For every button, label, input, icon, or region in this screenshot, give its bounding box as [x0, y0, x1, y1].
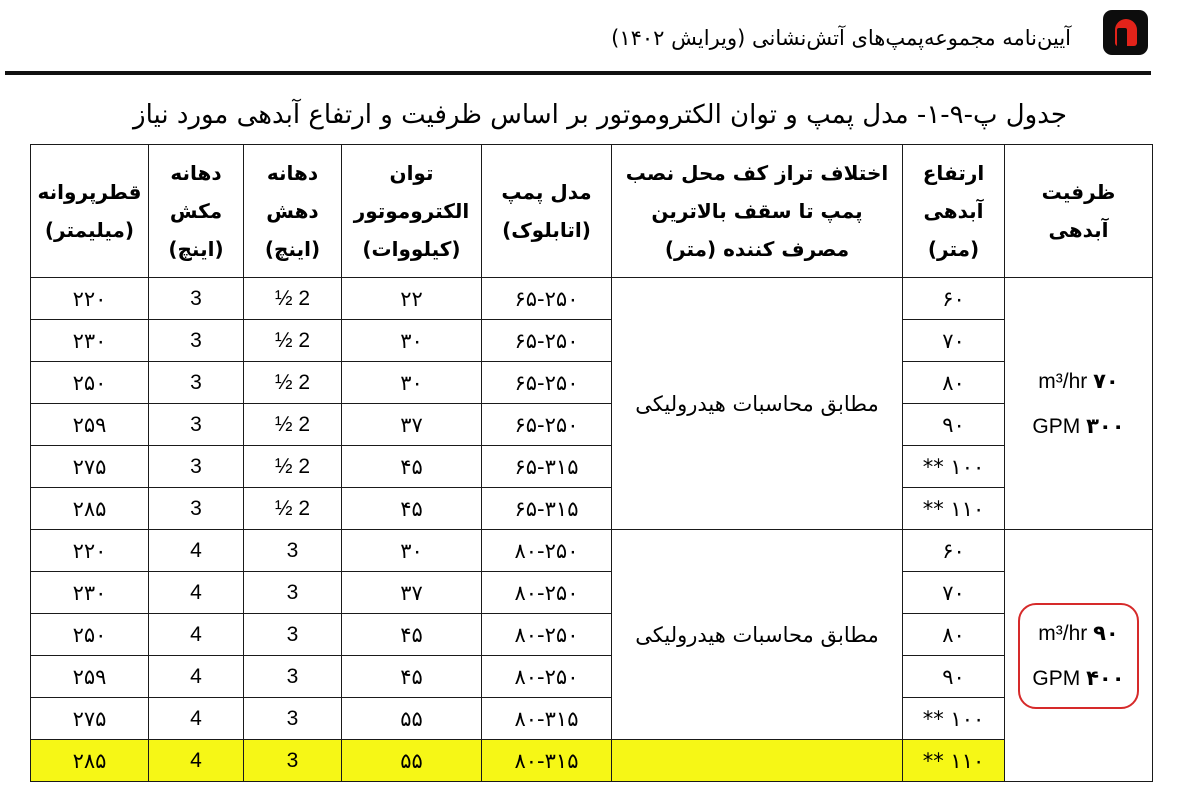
- discharge-cell: 3: [244, 656, 342, 698]
- impeller-cell: ۲۷۵: [31, 446, 149, 488]
- elevation-note-cell: مطابق محاسبات هیدرولیکی: [612, 278, 903, 530]
- impeller-cell: ۲۸۵: [31, 740, 149, 782]
- head-cell: ۷۰: [903, 572, 1005, 614]
- impeller-cell: ۲۳۰: [31, 320, 149, 362]
- discharge-cell: 3: [244, 698, 342, 740]
- impeller-cell: ۲۳۰: [31, 572, 149, 614]
- head-cell: ۱۰۰ **: [903, 446, 1005, 488]
- suction-cell: 4: [149, 740, 244, 782]
- capacity-annotation-box: ۹۰ m³/hr ۴۰۰ GPM: [1018, 603, 1138, 709]
- header-divider: [5, 71, 1151, 75]
- power-cell: ۳۷: [342, 572, 482, 614]
- model-cell: ۸۰-۲۵۰: [482, 656, 612, 698]
- head-cell: ۶۰: [903, 530, 1005, 572]
- discharge-cell: 2 ½: [244, 320, 342, 362]
- suction-cell: 4: [149, 530, 244, 572]
- model-cell: ۶۵-۳۱۵: [482, 446, 612, 488]
- impeller-cell: ۲۵۰: [31, 362, 149, 404]
- suction-cell: 4: [149, 698, 244, 740]
- model-cell: ۶۵-۲۵۰: [482, 362, 612, 404]
- power-cell: ۴۵: [342, 614, 482, 656]
- discharge-cell: 3: [244, 530, 342, 572]
- elevation-note-empty-cell: [612, 740, 903, 782]
- table-header-row: [31, 145, 1153, 278]
- impeller-cell: ۲۸۵: [31, 488, 149, 530]
- impeller-cell: ۲۲۰: [31, 278, 149, 320]
- table-row: [31, 320, 1153, 362]
- header-impeller: قطرپروانه (میلیمتر): [31, 145, 149, 278]
- suction-cell: 4: [149, 614, 244, 656]
- discharge-cell: 3: [244, 614, 342, 656]
- model-cell: ۸۰-۲۵۰: [482, 614, 612, 656]
- table-row: [31, 656, 1153, 698]
- model-cell: ۶۵-۲۵۰: [482, 278, 612, 320]
- head-cell: ۷۰: [903, 320, 1005, 362]
- power-cell: ۴۵: [342, 446, 482, 488]
- head-cell: ۹۰: [903, 656, 1005, 698]
- highlighted-table-row: [31, 740, 1153, 782]
- impeller-cell: ۲۲۰: [31, 530, 149, 572]
- table-row: [31, 572, 1153, 614]
- model-cell: ۶۵-۲۵۰: [482, 320, 612, 362]
- table-row: [31, 278, 1153, 320]
- power-cell: ۵۵: [342, 698, 482, 740]
- document-header: [0, 0, 1189, 78]
- header-pump-model: مدل پمپ (اتابلوک): [482, 145, 612, 278]
- table-row: [31, 446, 1153, 488]
- discharge-cell: 3: [244, 740, 342, 782]
- model-cell: ۸۰-۳۱۵: [482, 740, 612, 782]
- power-cell: ۴۵: [342, 656, 482, 698]
- header-motor-power: توان الکتروموتور (کیلووات): [342, 145, 482, 278]
- head-cell: ۱۰۰ **: [903, 698, 1005, 740]
- pump-table-container: [30, 144, 1152, 784]
- discharge-cell: 2 ½: [244, 278, 342, 320]
- header-suction: دهانه مکش (اینچ): [149, 145, 244, 278]
- discharge-cell: 2 ½: [244, 446, 342, 488]
- fire-department-logo-icon: [1103, 10, 1148, 55]
- power-cell: ۴۵: [342, 488, 482, 530]
- impeller-cell: ۲۵۹: [31, 656, 149, 698]
- table-caption: جدول پ-۹-۱- مدل پمپ و توان الکتروموتور بر اساس ظرفیت و ارتفاع آبدهی مورد نیاز: [133, 100, 1067, 130]
- head-cell: ۹۰: [903, 404, 1005, 446]
- discharge-cell: 2 ½: [244, 404, 342, 446]
- power-cell: ۵۵: [342, 740, 482, 782]
- discharge-cell: 2 ½: [244, 488, 342, 530]
- impeller-cell: ۲۵۹: [31, 404, 149, 446]
- head-cell: ۱۱۰ **: [903, 740, 1005, 782]
- table-row: [31, 698, 1153, 740]
- elevation-note-cell: مطابق محاسبات هیدرولیکی: [612, 530, 903, 740]
- suction-cell: 4: [149, 572, 244, 614]
- header-discharge: دهانه دهش (اینچ): [244, 145, 342, 278]
- header-elevation-diff: اختلاف تراز کف محل نصب پمپ تا سقف بالاترین مصرف کننده (متر): [612, 145, 903, 278]
- head-cell: ۸۰: [903, 614, 1005, 656]
- suction-cell: 3: [149, 404, 244, 446]
- impeller-cell: ۲۵۰: [31, 614, 149, 656]
- pump-selection-table: [30, 144, 1153, 782]
- table-row: [31, 614, 1153, 656]
- power-cell: ۲۲: [342, 278, 482, 320]
- table-row: [31, 488, 1153, 530]
- capacity-cell: ۷۰ m³/hr ۳۰۰ GPM: [1005, 278, 1153, 530]
- suction-cell: 3: [149, 320, 244, 362]
- power-cell: ۳۰: [342, 320, 482, 362]
- power-cell: ۳۷: [342, 404, 482, 446]
- head-cell: ۸۰: [903, 362, 1005, 404]
- head-cell: ۶۰: [903, 278, 1005, 320]
- table-row: [31, 530, 1153, 572]
- power-cell: ۳۰: [342, 530, 482, 572]
- model-cell: ۶۵-۲۵۰: [482, 404, 612, 446]
- header-capacity: ظرفیت آبدهی: [1005, 145, 1153, 278]
- discharge-cell: 2 ½: [244, 362, 342, 404]
- model-cell: ۶۵-۳۱۵: [482, 488, 612, 530]
- model-cell: ۸۰-۲۵۰: [482, 530, 612, 572]
- suction-cell: 3: [149, 488, 244, 530]
- head-cell: ۱۱۰ **: [903, 488, 1005, 530]
- table-row: [31, 362, 1153, 404]
- suction-cell: 3: [149, 278, 244, 320]
- suction-cell: 4: [149, 656, 244, 698]
- suction-cell: 3: [149, 446, 244, 488]
- document-title: آیین‌نامه مجموعه‌پمپ‌های آتش‌نشانی (ویرایش ۱۴۰۲): [611, 26, 1071, 50]
- table-row: [31, 404, 1153, 446]
- model-cell: ۸۰-۲۵۰: [482, 572, 612, 614]
- impeller-cell: ۲۷۵: [31, 698, 149, 740]
- capacity-cell: [1005, 530, 1153, 782]
- suction-cell: 3: [149, 362, 244, 404]
- header-head: ارتفاع آبدهی (متر): [903, 145, 1005, 278]
- discharge-cell: 3: [244, 572, 342, 614]
- power-cell: ۳۰: [342, 362, 482, 404]
- model-cell: ۸۰-۳۱۵: [482, 698, 612, 740]
